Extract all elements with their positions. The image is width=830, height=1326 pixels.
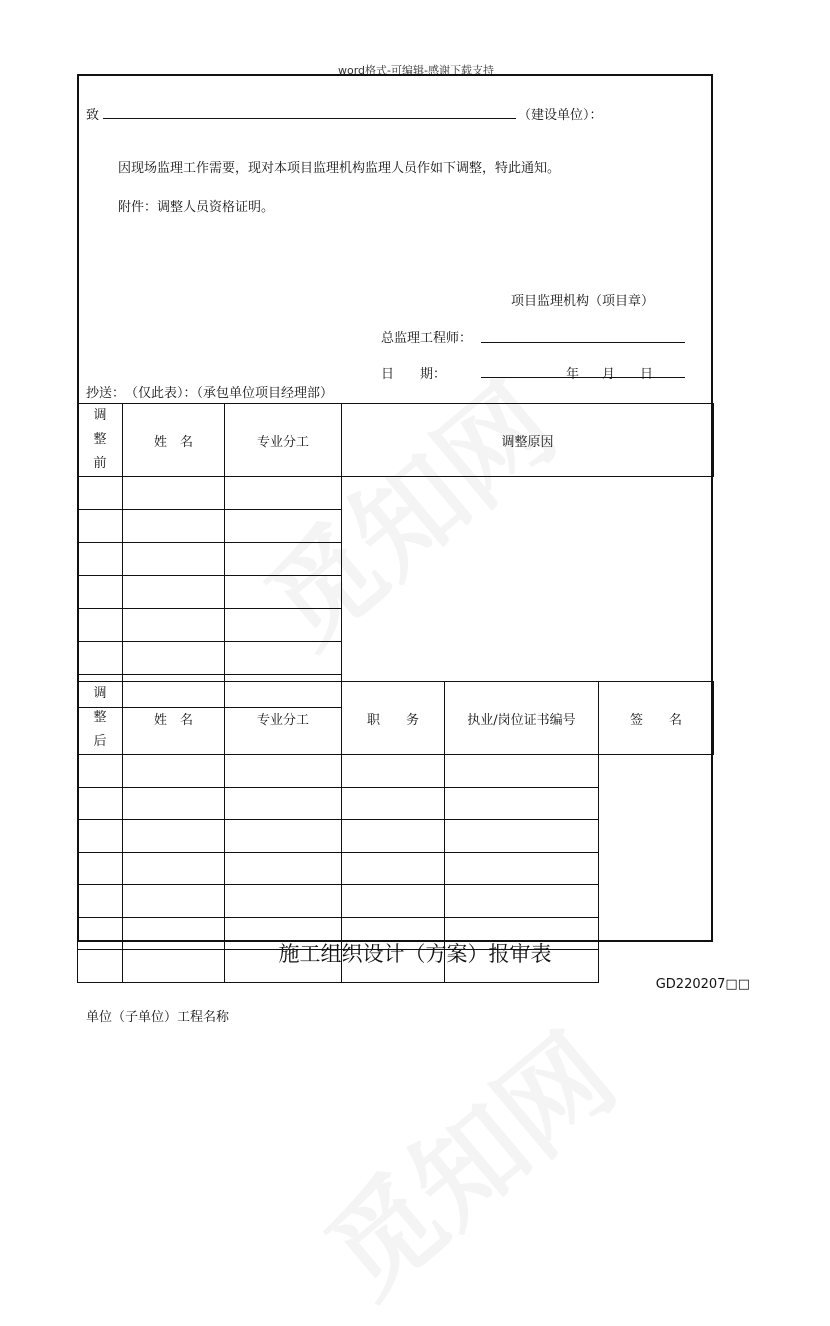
attachment-note: 附件：调整人员资格证明。 xyxy=(118,200,275,215)
to-label: 致 xyxy=(86,108,100,123)
table-row xyxy=(78,885,714,918)
table-cell[interactable] xyxy=(78,787,123,820)
table-cell[interactable] xyxy=(342,787,445,820)
table-cell[interactable] xyxy=(123,510,225,543)
table-cell[interactable] xyxy=(225,820,342,853)
year-label: 年 xyxy=(566,367,580,382)
table-row xyxy=(78,576,714,609)
table-row xyxy=(78,787,714,820)
after-side-label: 调 整 后 xyxy=(78,682,123,755)
to-suffix: （建设单位）： xyxy=(518,108,603,123)
table-cell[interactable] xyxy=(78,576,123,609)
table-row xyxy=(78,682,714,755)
table-cell[interactable] xyxy=(342,820,445,853)
table-cell[interactable] xyxy=(225,543,342,576)
org-seal-label: 项目监理机构（项目章） xyxy=(511,294,655,309)
table-row xyxy=(78,852,714,885)
table-cell[interactable] xyxy=(445,820,599,853)
table-cell[interactable] xyxy=(78,852,123,885)
watermark xyxy=(288,992,642,1325)
table-row xyxy=(78,404,714,477)
table-cell[interactable] xyxy=(225,755,342,788)
chief-engineer-label: 总监理工程师： xyxy=(381,331,473,346)
date-field[interactable] xyxy=(481,377,685,378)
table-row xyxy=(78,510,714,543)
table-row xyxy=(78,642,714,675)
table-cell[interactable] xyxy=(225,885,342,918)
table-cell[interactable] xyxy=(123,642,225,675)
table-cell[interactable] xyxy=(78,477,123,510)
table-cell[interactable] xyxy=(445,787,599,820)
cc-line: 抄送： （仅此表）：（承包单位项目经理部） xyxy=(86,386,334,401)
table-cell[interactable] xyxy=(78,885,123,918)
table-row xyxy=(78,543,714,576)
table-row xyxy=(78,755,714,788)
table-row xyxy=(78,477,714,510)
date-label: 日 期： xyxy=(381,367,447,382)
header-specialty: 专业分工 xyxy=(225,682,342,755)
table-cell[interactable] xyxy=(123,885,225,918)
table-cell[interactable] xyxy=(123,576,225,609)
table-cell[interactable] xyxy=(445,885,599,918)
table-cell[interactable] xyxy=(342,852,445,885)
header-reason: 调整原因 xyxy=(342,404,714,477)
header-position: 职 务 xyxy=(342,682,445,755)
table-cell[interactable] xyxy=(445,755,599,788)
header-signature: 签 名 xyxy=(599,682,714,755)
table-cell[interactable] xyxy=(225,642,342,675)
to-recipient-field[interactable] xyxy=(103,118,516,119)
table-cell[interactable] xyxy=(123,477,225,510)
header-name: 姓 名 xyxy=(123,404,225,477)
table-cell[interactable] xyxy=(123,820,225,853)
table-cell[interactable] xyxy=(225,852,342,885)
before-side-label: 调 整 前 xyxy=(78,404,123,477)
form-code: GD220207□□ xyxy=(655,977,750,992)
table-cell[interactable] xyxy=(225,787,342,820)
table-cell[interactable] xyxy=(445,852,599,885)
table-cell[interactable] xyxy=(342,885,445,918)
table-row xyxy=(78,820,714,853)
project-name-label: 单位（子单位）工程名称 xyxy=(86,1010,230,1025)
header-name: 姓 名 xyxy=(123,682,225,755)
table-cell[interactable] xyxy=(225,510,342,543)
header-certificate-no: 执业/岗位证书编号 xyxy=(445,682,599,755)
month-label: 月 xyxy=(602,367,616,382)
table-cell[interactable] xyxy=(78,510,123,543)
second-form-title: 施工组织设计（方案）报审表 xyxy=(278,942,552,966)
table-row xyxy=(78,609,714,642)
table-cell[interactable] xyxy=(123,543,225,576)
table-cell[interactable] xyxy=(78,543,123,576)
chief-engineer-signature-field[interactable] xyxy=(481,342,685,343)
table-cell[interactable] xyxy=(78,820,123,853)
header-specialty: 专业分工 xyxy=(225,404,342,477)
header-note: word格式-可编辑-感谢下载支持 xyxy=(338,64,494,77)
notice-body: 因现场监理工作需要，现对本项目监理机构监理人员作如下调整，特此通知。 xyxy=(118,161,561,176)
table-cell[interactable] xyxy=(123,787,225,820)
table-cell[interactable] xyxy=(123,755,225,788)
table-cell[interactable] xyxy=(123,852,225,885)
table-cell[interactable] xyxy=(78,609,123,642)
table-cell[interactable] xyxy=(225,576,342,609)
table-cell[interactable] xyxy=(123,609,225,642)
table-cell[interactable] xyxy=(225,609,342,642)
table-cell[interactable] xyxy=(225,477,342,510)
table-cell[interactable] xyxy=(78,642,123,675)
table-cell[interactable] xyxy=(78,755,123,788)
before-adjustment-table xyxy=(77,403,714,708)
day-label: 日 xyxy=(640,367,654,382)
table-cell[interactable] xyxy=(342,755,445,788)
